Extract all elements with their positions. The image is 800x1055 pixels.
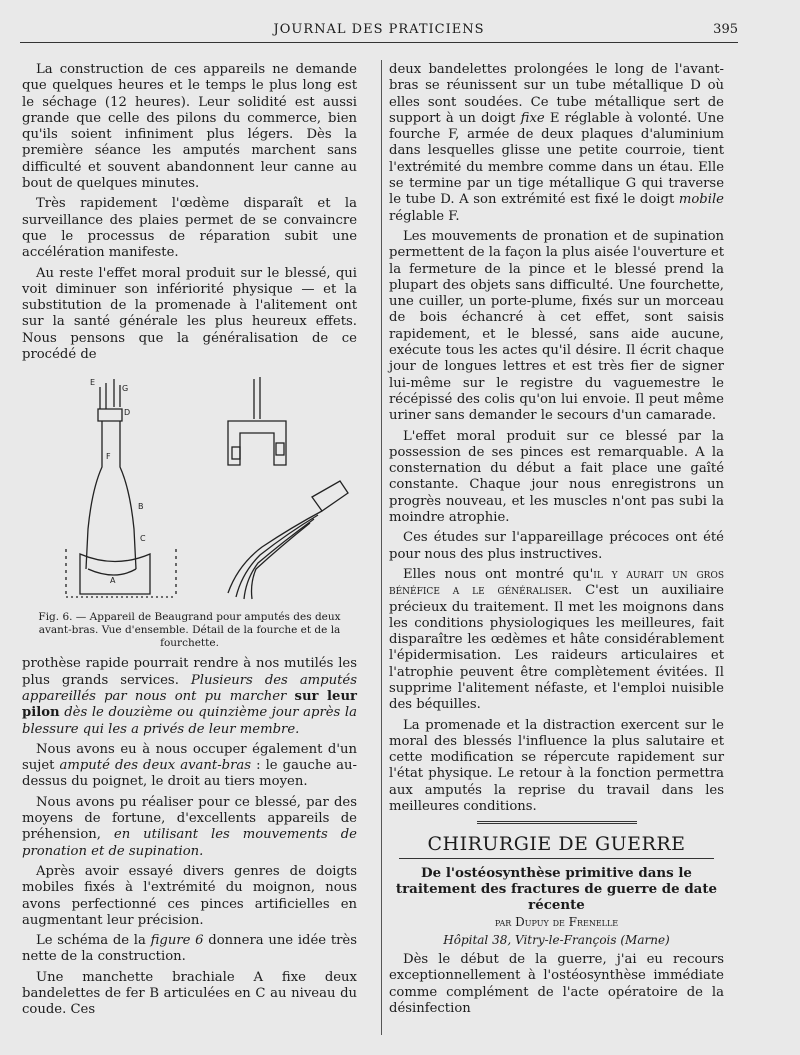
figure-label: E <box>90 378 96 388</box>
paragraph: Très rapidement l'œdème disparaît et la surveillance des plaies permet de se convaincre que le processus de réparation subit une accélération manifeste. <box>22 196 357 261</box>
column-divider <box>381 60 382 1035</box>
paragraph <box>22 795 357 860</box>
figure-caption: Fig. 6. — Appareil de Beaugrand pour amputés des deux avant-bras. Vue d'ensemble. Détail de la fourche et de la fourchette. <box>38 611 341 650</box>
italic-text: en utilisant les mouvements de pronation et de supination. <box>22 827 357 859</box>
paragraph <box>389 62 724 225</box>
text: Nous avons eu à nous occuper également d'un sujet <box>22 741 357 774</box>
article-title: De l'ostéosynthèse primitive dans le traitement des fractures de guerre de date récente <box>395 865 718 914</box>
text: deux bandelettes prolongées le long de l'avant-bras se réunissent sur un tube métallique D où elles sont soudées. Ce tube métallique sert de support à un doigt <box>389 62 724 126</box>
figure-6 <box>22 369 357 609</box>
running-header <box>20 20 738 43</box>
text: donnera une idée très nette de la construction. <box>22 933 357 965</box>
text: Nous avons pu réaliser pour ce blessé, par des moyens de fortune, d'excellents appareils de préhension, <box>22 794 357 843</box>
paragraph: Au reste l'effet moral produit sur le blessé, qui voit diminuer son infériorité physique — et la substitution de la promenade à l'alitement ont sur la santé générale les plus heureux effets. Nous pensons que la généralisation de ce procédé de <box>22 265 357 363</box>
paragraph: Ces études sur l'appareillage précoces ont été pour nous des plus instructives. <box>389 530 724 562</box>
text: C'est un auxiliaire précieux du traitement. Il met les moignons dans les conditions physiologiques les meilleures, fait disparaître les œdèmes et hâte considérablement l'épidermisation. Les raideurs articulaires et l'atrophie peuvent être complètement évitées. Il supprime l'alitement néfaste, et l'emploi nuisible des béquilles. <box>389 583 724 713</box>
section-title: CHIRURGIE DE GUERRE <box>399 832 714 859</box>
small-caps-text: il y aurait un gros bénéfice a le généraliser. <box>389 566 724 599</box>
text: : le gauche au-dessus du poignet, le droit au tiers moyen. <box>22 758 357 790</box>
paragraph <box>22 656 357 737</box>
figure-label: G <box>122 384 129 394</box>
text: prothèse rapide pourrait rendre à nos mutilés les plus grands services. <box>22 656 357 688</box>
paragraph: La promenade et la distraction exercent sur le moral des blessés l'influence la plus salutaire et cette modification se répercute rapidement sur l'état physique. Le retour à la fonction permettra aux amputés la reprise du travail dans les meilleures conditions. <box>389 717 724 815</box>
italic-text: figure 6 <box>150 933 204 949</box>
figure-label: A <box>110 576 116 586</box>
figure-label: B <box>138 502 144 512</box>
left-column <box>22 62 357 1023</box>
italic-text: fixe <box>520 110 545 126</box>
italic-text: amputé des deux avant-bras <box>59 758 252 774</box>
paragraph: L'effet moral produit sur ce blessé par la possession de ses pinces est remarquable. A la consternation du début a fait place une gaîté constante. Chaque jour nous enregistrons un progrès nouveau, et les muscles n'ont pas subi la moindre atrophie. <box>389 428 724 526</box>
section-separator <box>477 821 637 824</box>
paragraph: La construction de ces appareils ne demande que quelques heures et le temps le plus long est le séchage (12 heures). Leur solidité est aussi grande que celle des pilons du commerce, bien qu'ils soient infiniment plus légers. Dès la première séance les amputés marchent sans difficulté et souvent abandonnent leur canne au bout de quelques minutes. <box>22 62 357 192</box>
italic-text: Plusieurs des amputés appareillés par nous ont pu marcher <box>22 672 357 704</box>
paragraph: Une manchette brachiale A fixe deux bandelettes de fer B articulées en C au niveau du coude. Ces <box>22 969 357 1018</box>
text: Le schéma de la <box>36 933 151 949</box>
paragraph: Les mouvements de pronation et de supination permettent de la façon la plus aisée l'ouverture et la fermeture de la pince et le blessé prend la plupart des objets sans difficulté. Une fourchette, une cuiller, un porte-plume, fixés sur un morceau de bois échancré à cet effet, sont saisis rapidement, et le blessé, sans aide aucune, exécute tous les actes qu'il désire. Il écrit chaque jour de longues lettres et est très fier de signer lui-même sur le registre du vaguemestre le récépissé des colis qu'on lui envoie. Il peut même uriner sans demander le secours d'un camarade. <box>389 228 724 424</box>
paragraph <box>22 933 357 966</box>
figure-label: C <box>140 534 146 544</box>
paragraph: Après avoir essayé divers genres de doigts mobiles fixés à l'extrémité du moignon, nous avons perfectionné ces pinces artificielles en augmentant leur précision. <box>22 863 357 928</box>
text: Elles nous ont montré qu' <box>403 566 594 582</box>
paragraph <box>22 742 357 791</box>
article-byline: par Dupuy de Frenelle <box>494 915 619 930</box>
text: E réglable à volonté. Une fourche F, armée de deux plaques d'aluminium dans lesquelles glisse une petite courroie, tient l'extrémité du membre comme dans un étau. Elle se termine par un tige métallique G qui traverse le tube D. A son extrémité est fixé le doigt <box>389 110 724 208</box>
page-number: 395 <box>713 22 738 37</box>
article-affiliation: Hôpital 38, Vitry-le-François (Marne) <box>443 932 670 947</box>
right-column <box>389 62 724 1021</box>
italic-text: dès le douzième ou quinzième jour après la blessure qui les a privés de leur membre. <box>22 705 357 737</box>
journal-title: JOURNAL DES PRATICIENS <box>273 22 485 37</box>
figure-label: F <box>106 452 111 462</box>
italic-text: mobile <box>678 192 724 208</box>
paragraph <box>389 567 724 714</box>
figure-label: D <box>124 408 131 418</box>
text: réglable F. <box>389 208 460 224</box>
prosthesis-illustration <box>22 369 357 609</box>
paragraph: Dès le début de la guerre, j'ai eu recours exceptionnellement à l'ostéosynthèse immédiate comme complément de l'acte opératoire de la désinfection <box>389 951 724 1016</box>
bold-text: sur leur pilon <box>22 688 357 721</box>
